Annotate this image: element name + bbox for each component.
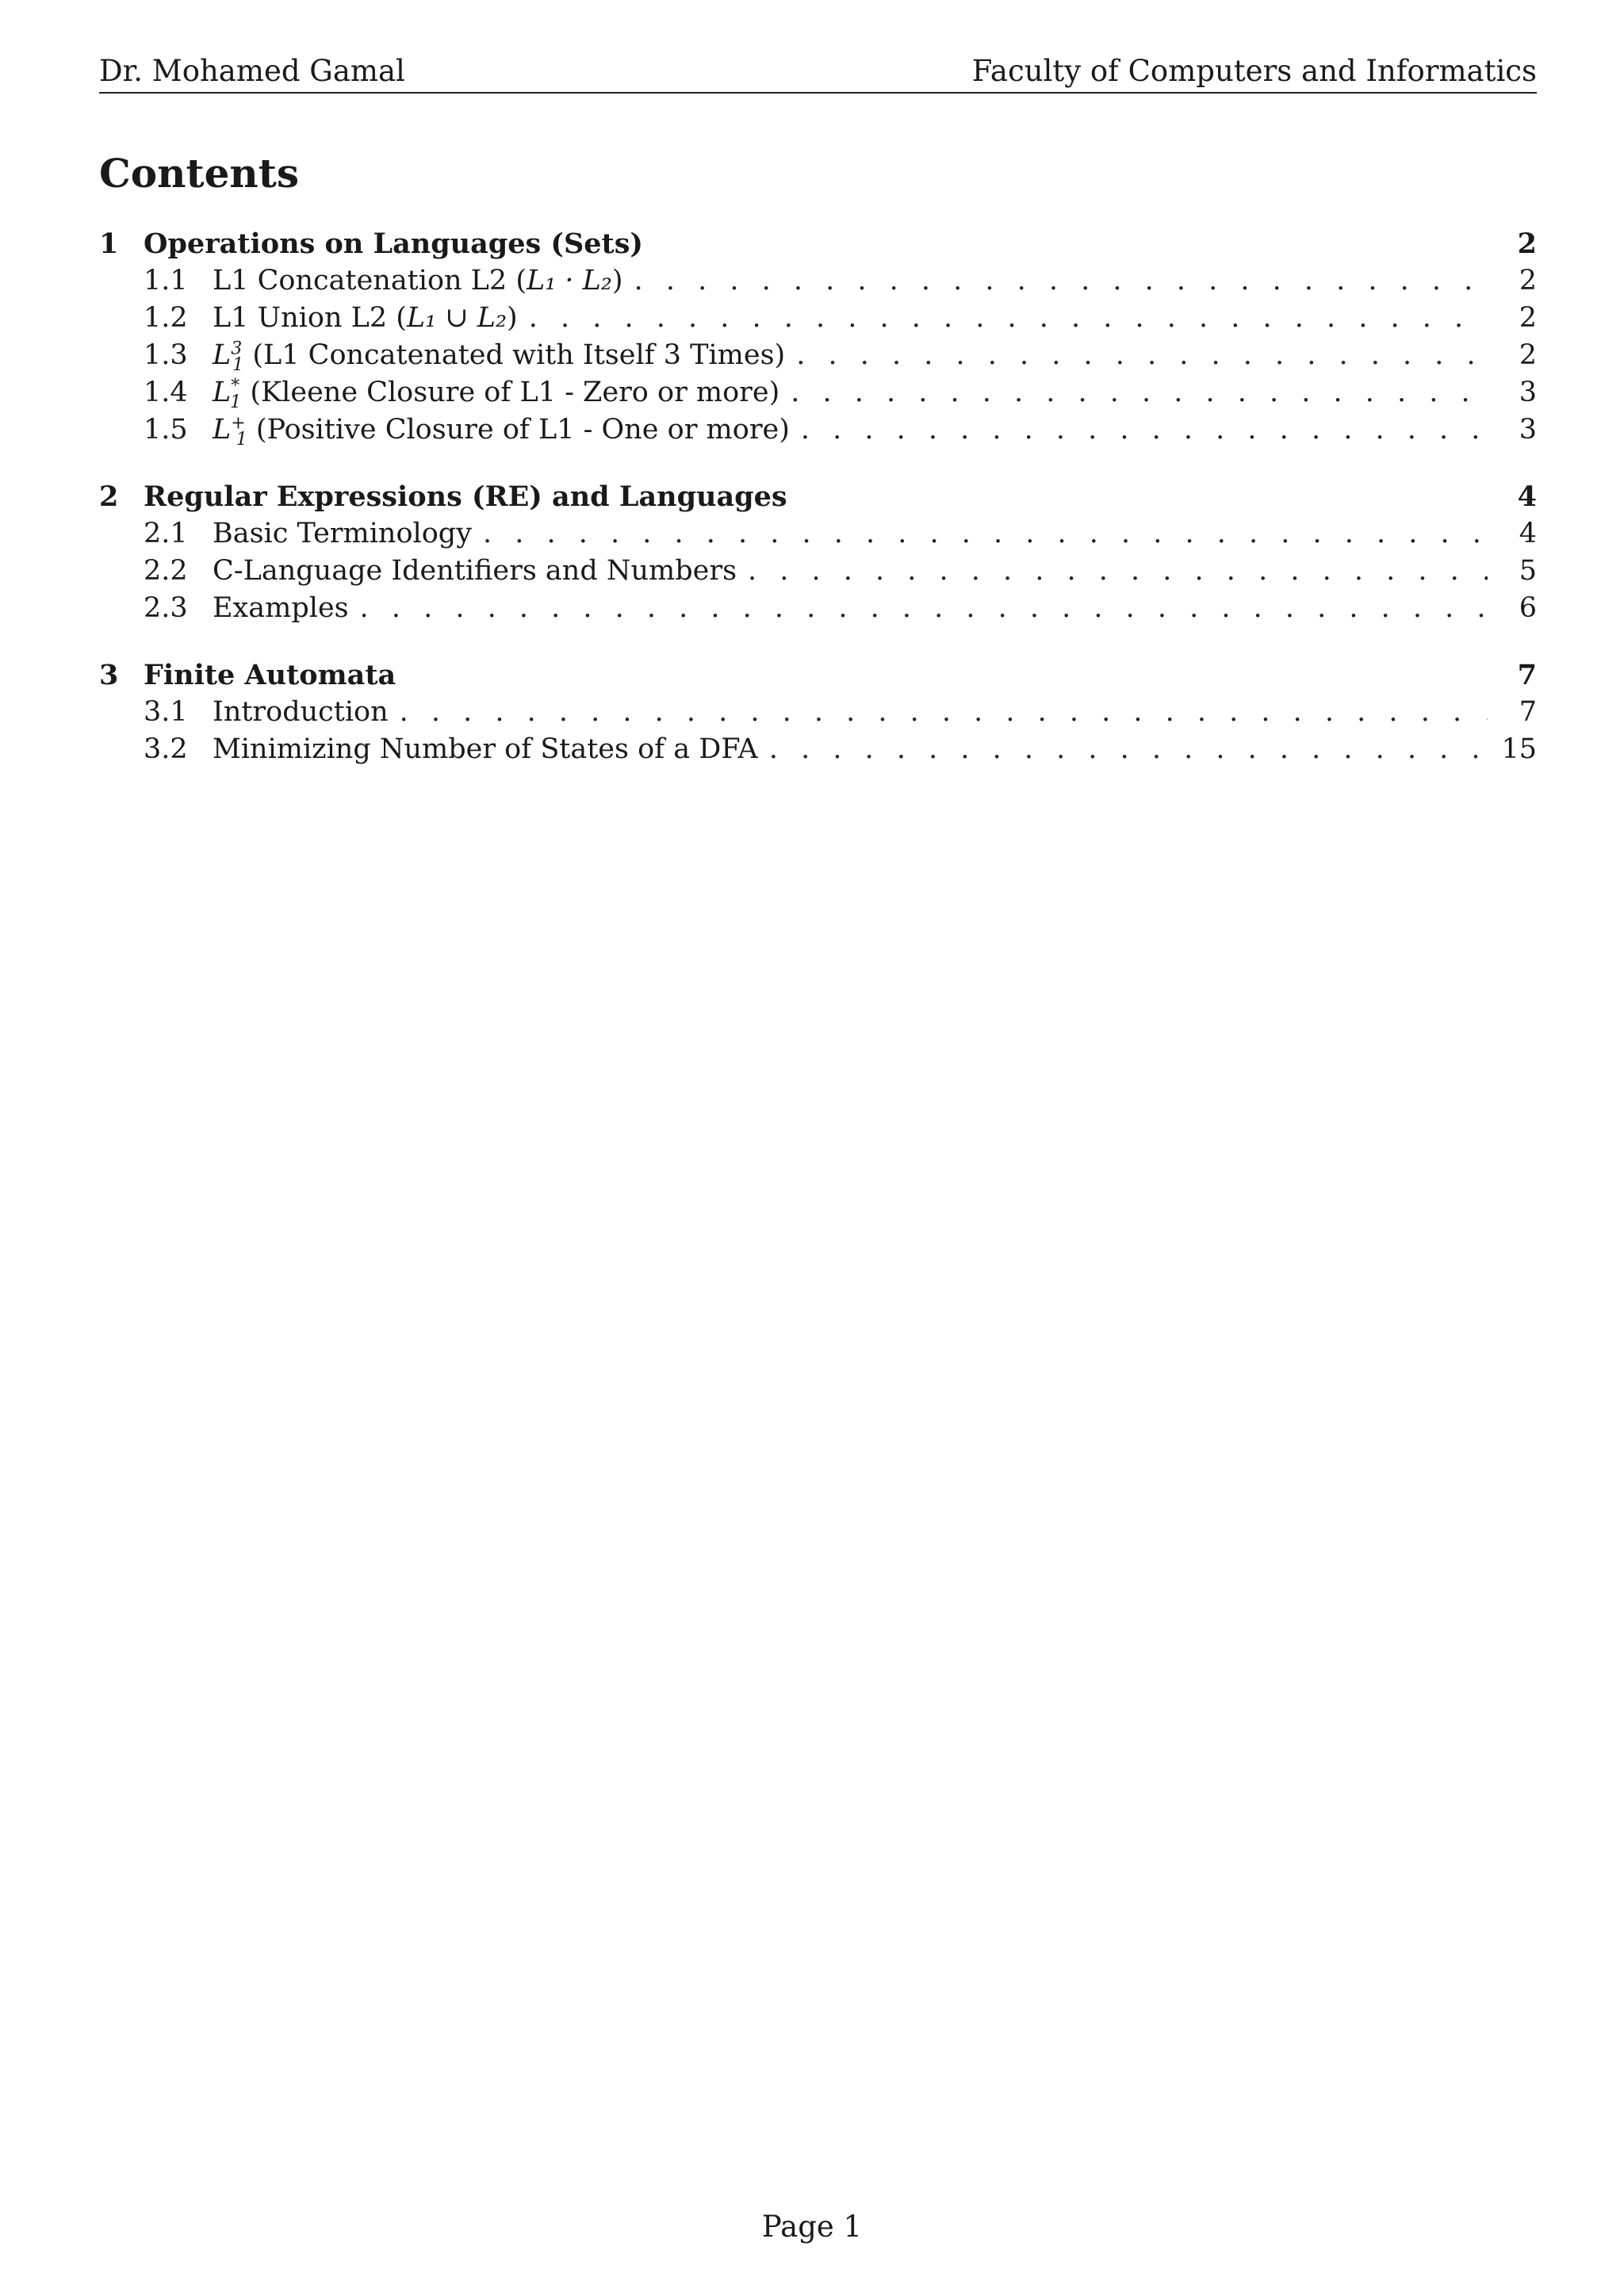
section-page: 7 — [1517, 659, 1537, 691]
toc-subsection[interactable] — [99, 300, 1537, 337]
section-title: Operations on Languages (Sets) — [144, 228, 643, 260]
header-author: Dr. Mohamed Gamal — [99, 54, 405, 88]
subsection-page: 2 — [1519, 302, 1537, 334]
subsection-number: 3.1 — [144, 696, 188, 728]
header-institution: Faculty of Computers and Informatics — [971, 54, 1537, 88]
subsection-number: 3.2 — [144, 733, 188, 765]
section-number: 1 — [99, 228, 119, 260]
section-title: Regular Expressions (RE) and Languages — [144, 480, 787, 513]
math-expression: $L^*_1$ — [213, 376, 242, 412]
toc-section[interactable] — [99, 656, 1537, 694]
toc-subsection[interactable] — [99, 694, 1537, 731]
subsection-page: 3 — [1519, 414, 1537, 446]
subsection-title: Basic Terminology — [213, 518, 472, 549]
leader-dots — [801, 411, 1488, 449]
subsection-title: $L^3_1$ (L1 Concatenated with Itself 3 Times) — [213, 339, 786, 375]
subsection-page: 2 — [1519, 265, 1537, 297]
toc-subsection[interactable] — [99, 374, 1537, 411]
section-number: 3 — [99, 659, 119, 691]
subsection-number: 1.1 — [144, 265, 188, 297]
subsection-number: 1.5 — [144, 414, 188, 446]
subsection-title: C-Language Identifiers and Numbers — [213, 555, 737, 587]
subsection-title: Introduction — [213, 696, 389, 728]
toc-subsection[interactable] — [99, 590, 1537, 627]
subsection-number: 1.4 — [144, 377, 188, 408]
section-number: 2 — [99, 480, 119, 513]
math-expression: $L^+_1$ — [213, 413, 247, 450]
subsection-title: Minimizing Number of States of a DFA — [213, 733, 758, 765]
section-page: 4 — [1517, 480, 1537, 513]
leader-dots — [769, 731, 1484, 768]
toc-subsection[interactable] — [99, 262, 1537, 300]
toc-section[interactable] — [99, 478, 1537, 515]
leader-dots — [796, 337, 1488, 374]
subsection-page: 5 — [1519, 555, 1537, 587]
subsection-page: 6 — [1519, 592, 1537, 624]
leader-dots — [748, 553, 1488, 590]
subsection-number: 2.2 — [144, 555, 188, 587]
math-expression: $L^3_1$ — [213, 339, 244, 375]
toc-subsection[interactable] — [99, 411, 1537, 449]
toc-subsection[interactable] — [99, 553, 1537, 590]
subsection-title: $L^*_1$ (Kleene Closure of L1 - Zero or more) — [213, 376, 780, 412]
leader-dots — [400, 694, 1488, 731]
subsection-number: 2.3 — [144, 592, 188, 624]
subsection-page: 4 — [1519, 518, 1537, 549]
section-page: 2 — [1517, 228, 1537, 260]
subsection-page: 7 — [1519, 696, 1537, 728]
page-footer: Page 1 — [761, 2210, 863, 2244]
toc-section[interactable] — [99, 225, 1537, 262]
subsection-number: 1.2 — [144, 302, 188, 334]
subsection-title: Examples — [213, 592, 349, 624]
math-expression: L₁ ∪ L₂ — [406, 302, 508, 334]
subsection-title: L1 Union L2 (L₁ ∪ L₂) — [213, 302, 518, 334]
subsection-title: L1 Concatenation L2 (L₁ · L₂) — [213, 265, 623, 297]
subsection-number: 2.1 — [144, 518, 188, 549]
toc-subsection[interactable] — [99, 731, 1537, 768]
toc-subsection[interactable] — [99, 515, 1537, 553]
subsection-page: 15 — [1501, 733, 1537, 765]
section-title: Finite Automata — [144, 659, 396, 691]
subsection-title: $L^+_1$ (Positive Closure of L1 - One or more) — [213, 413, 790, 450]
page-header — [99, 51, 1537, 94]
subsection-page: 2 — [1519, 339, 1537, 371]
subsection-number: 1.3 — [144, 339, 188, 371]
subsection-page: 3 — [1519, 377, 1537, 408]
contents-title: Contents — [99, 150, 300, 197]
leader-dots — [791, 374, 1488, 411]
leader-dots — [483, 515, 1488, 553]
leader-dots — [529, 300, 1488, 337]
leader-dots — [634, 262, 1488, 300]
table-of-contents — [99, 225, 1537, 768]
toc-subsection[interactable] — [99, 337, 1537, 374]
leader-dots — [360, 590, 1488, 627]
math-expression: L₁ · L₂ — [526, 265, 612, 297]
